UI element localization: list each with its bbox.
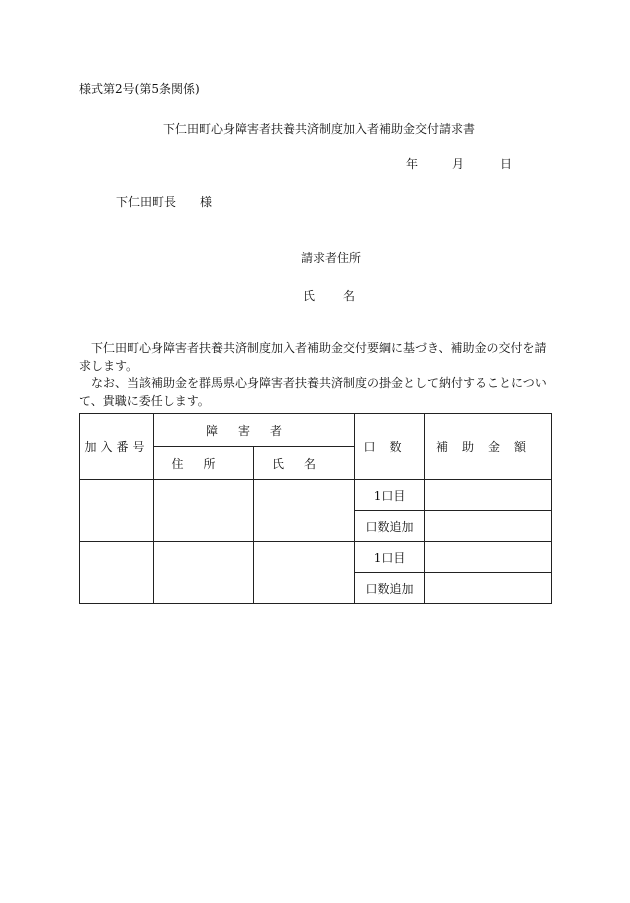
units-cell: 口数追加 xyxy=(355,573,425,604)
disabled-person-header: 障害者 xyxy=(154,414,355,447)
member-number-cell[interactable] xyxy=(80,542,154,604)
applicant-address-label: 請求者住所 xyxy=(301,251,362,265)
member-number-cell[interactable] xyxy=(80,480,154,542)
date-year-label: 年 xyxy=(406,157,419,171)
units-cell: 口数追加 xyxy=(355,511,425,542)
addressee: 下仁田町長 様 xyxy=(116,195,213,209)
document-title: 下仁田町心身障害者扶養共済制度加入者補助金交付請求書 xyxy=(163,122,476,136)
name-header: 氏名 xyxy=(254,447,355,480)
delegation-paragraph: なお、当該補助金を群馬県心身障害者扶養共済制度の掛金として納付することについて、貴職に委任します。 xyxy=(79,376,547,408)
units-header: 口数 xyxy=(355,414,425,480)
member-number-header: 加入番号 xyxy=(80,414,154,480)
units-cell: 1口目 xyxy=(355,480,425,511)
address-header: 住所 xyxy=(154,447,254,480)
name-cell[interactable] xyxy=(254,542,355,604)
name-cell[interactable] xyxy=(254,480,355,542)
applicant-name-label: 氏名 xyxy=(303,289,384,303)
subsidy-amount-cell[interactable] xyxy=(425,480,552,511)
units-cell: 1口目 xyxy=(355,542,425,573)
request-table xyxy=(79,413,552,604)
table-row xyxy=(80,480,552,511)
subsidy-amount-cell[interactable] xyxy=(425,573,552,604)
address-cell[interactable] xyxy=(154,480,254,542)
form-number: 様式第2号(第5条関係) xyxy=(79,82,200,96)
request-paragraph: 下仁田町心身障害者扶養共済制度加入者補助金交付要綱に基づき、補助金の交付を請求します。 xyxy=(79,341,547,373)
subsidy-amount-cell[interactable] xyxy=(425,511,552,542)
date-month-label: 月 xyxy=(452,157,465,171)
subsidy-amount-cell[interactable] xyxy=(425,542,552,573)
subsidy-amount-header: 補助金額 xyxy=(425,414,552,480)
address-cell[interactable] xyxy=(154,542,254,604)
date-day-label: 日 xyxy=(500,157,513,171)
table-row xyxy=(80,542,552,573)
